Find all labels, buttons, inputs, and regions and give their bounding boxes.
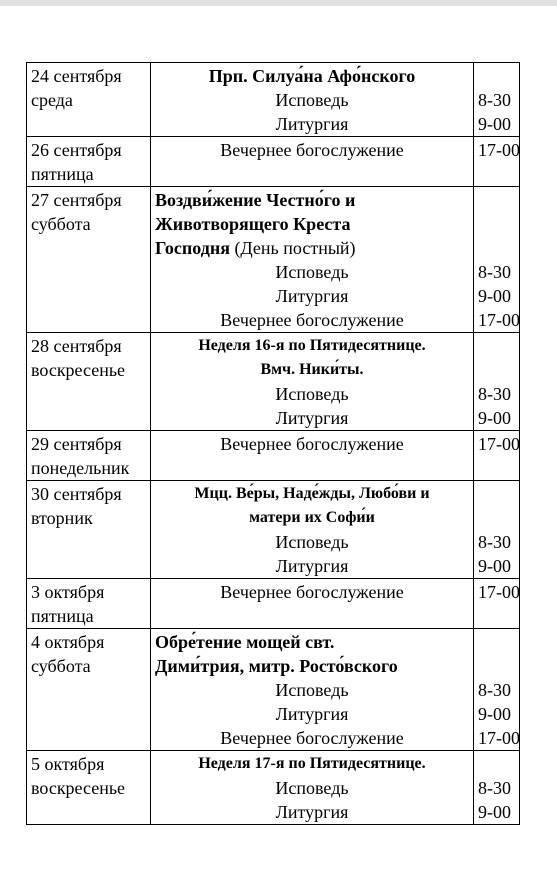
service-name: Вечернее богослужение xyxy=(220,310,404,330)
date-label: 24 сентября xyxy=(31,66,122,86)
time-cell xyxy=(474,751,520,825)
services-cell xyxy=(151,481,474,579)
services-cell xyxy=(151,187,474,333)
service-time xyxy=(478,506,519,530)
time-cell xyxy=(474,431,520,481)
service-time: 9-00 xyxy=(478,408,511,428)
weekday-label: пятница xyxy=(31,606,94,626)
service-name: Исповедь xyxy=(275,262,349,282)
service-time xyxy=(478,752,519,776)
service-name: Исповедь xyxy=(275,532,349,552)
date-cell xyxy=(27,579,151,629)
feast-title: Прп. Силуа́на Афо́нского xyxy=(208,66,416,86)
service-schedule-table xyxy=(26,62,520,825)
service-name: Вечернее богослужение xyxy=(220,140,404,160)
service-name: Литургия xyxy=(275,556,349,576)
schedule-row xyxy=(27,629,520,751)
service-time xyxy=(478,188,519,212)
schedule-row xyxy=(27,137,520,187)
schedule-row xyxy=(27,431,520,481)
schedule-row xyxy=(27,333,520,431)
services-cell xyxy=(151,137,474,187)
service-time: 8-30 xyxy=(478,680,511,700)
service-time xyxy=(478,334,519,358)
service-name: Исповедь xyxy=(275,680,349,700)
weekday-label: суббота xyxy=(31,214,91,234)
date-label: 26 сентября xyxy=(31,140,122,160)
feast-title: Животворящего Креста xyxy=(155,214,351,234)
weekday-label: воскресенье xyxy=(31,360,126,380)
service-name: Исповедь xyxy=(275,90,349,110)
date-cell xyxy=(27,629,151,751)
service-time: 8-30 xyxy=(478,778,511,798)
schedule-body xyxy=(27,63,520,825)
schedule-row xyxy=(27,63,520,137)
date-cell xyxy=(27,431,151,481)
service-name: Исповедь xyxy=(275,384,349,404)
service-name: Литургия xyxy=(275,408,349,428)
service-name: Литургия xyxy=(275,802,349,822)
feast-title-bold: Господня xyxy=(155,238,230,258)
schedule-row xyxy=(27,751,520,825)
service-name: Литургия xyxy=(275,704,349,724)
service-time xyxy=(478,482,519,506)
service-time: 9-00 xyxy=(478,802,511,822)
date-label: 28 сентября xyxy=(31,336,122,356)
service-time: 9-00 xyxy=(478,556,511,576)
services-cell xyxy=(151,751,474,825)
services-cell xyxy=(151,333,474,431)
feast-title: Воздви́жение Честно́го и xyxy=(155,190,356,210)
service-time: 9-00 xyxy=(478,286,511,306)
time-cell xyxy=(474,137,520,187)
time-cell xyxy=(474,333,520,431)
service-time: 8-30 xyxy=(478,90,511,110)
weekday-label: воскресенье xyxy=(31,778,126,798)
service-name: Вечернее богослужение xyxy=(220,728,404,748)
date-label: 29 сентября xyxy=(31,434,122,454)
service-time: 17-00 xyxy=(478,728,520,748)
date-label: 3 октября xyxy=(31,582,105,602)
services-cell xyxy=(151,579,474,629)
feast-title: Обре́тение мощей свт. xyxy=(155,632,335,652)
feast-title: Вмч. Ники́ты. xyxy=(260,361,364,378)
feast-title: Дими́трия, митр. Росто́вского xyxy=(155,656,398,676)
service-time xyxy=(478,630,519,654)
feast-title: Мцц. Ве́ры, Наде́жды, Любо́ви и xyxy=(194,485,430,502)
feast-title: Неделя 17-я по Пятидесятнице. xyxy=(198,755,426,772)
service-time xyxy=(478,654,519,678)
service-time: 9-00 xyxy=(478,114,511,134)
service-time: 17-00 xyxy=(478,310,520,330)
service-time: 17-00 xyxy=(478,140,520,160)
time-cell xyxy=(474,187,520,333)
service-time: 8-30 xyxy=(478,262,511,282)
date-label: 27 сентября xyxy=(31,190,122,210)
date-label: 5 октября xyxy=(31,754,105,774)
service-time: 8-30 xyxy=(478,532,511,552)
date-cell xyxy=(27,333,151,431)
date-cell xyxy=(27,481,151,579)
time-cell xyxy=(474,629,520,751)
feast-title: матери их Софи́и xyxy=(249,509,375,526)
time-cell xyxy=(474,63,520,137)
service-name: Литургия xyxy=(275,114,349,134)
service-time xyxy=(478,236,519,260)
service-time xyxy=(478,212,519,236)
fast-day-note: (День постный) xyxy=(229,238,356,258)
weekday-label: пятница xyxy=(31,164,94,184)
service-name: Исповедь xyxy=(275,778,349,798)
schedule-row xyxy=(27,481,520,579)
weekday-label: понедельник xyxy=(31,458,130,478)
time-cell xyxy=(474,481,520,579)
schedule-row xyxy=(27,187,520,333)
services-cell xyxy=(151,629,474,751)
service-time: 8-30 xyxy=(478,384,511,404)
service-time: 17-00 xyxy=(478,434,520,454)
schedule-row xyxy=(27,579,520,629)
weekday-label: среда xyxy=(31,90,73,110)
top-band xyxy=(0,0,557,6)
service-name: Литургия xyxy=(275,286,349,306)
weekday-label: вторник xyxy=(31,508,93,528)
feast-title: Неделя 16-я по Пятидесятнице. xyxy=(198,337,426,354)
service-name: Вечернее богослужение xyxy=(220,582,404,602)
service-name: Вечернее богослужение xyxy=(220,434,404,454)
service-time: 9-00 xyxy=(478,704,511,724)
service-time: 17-00 xyxy=(478,582,520,602)
date-cell xyxy=(27,137,151,187)
service-time xyxy=(478,64,519,88)
services-cell xyxy=(151,63,474,137)
date-label: 4 октября xyxy=(31,632,105,652)
time-cell xyxy=(474,579,520,629)
date-cell xyxy=(27,751,151,825)
date-cell xyxy=(27,187,151,333)
weekday-label: суббота xyxy=(31,656,91,676)
date-label: 30 сентября xyxy=(31,484,122,504)
date-cell xyxy=(27,63,151,137)
feast-title xyxy=(151,236,473,260)
service-time xyxy=(478,358,519,382)
services-cell xyxy=(151,431,474,481)
